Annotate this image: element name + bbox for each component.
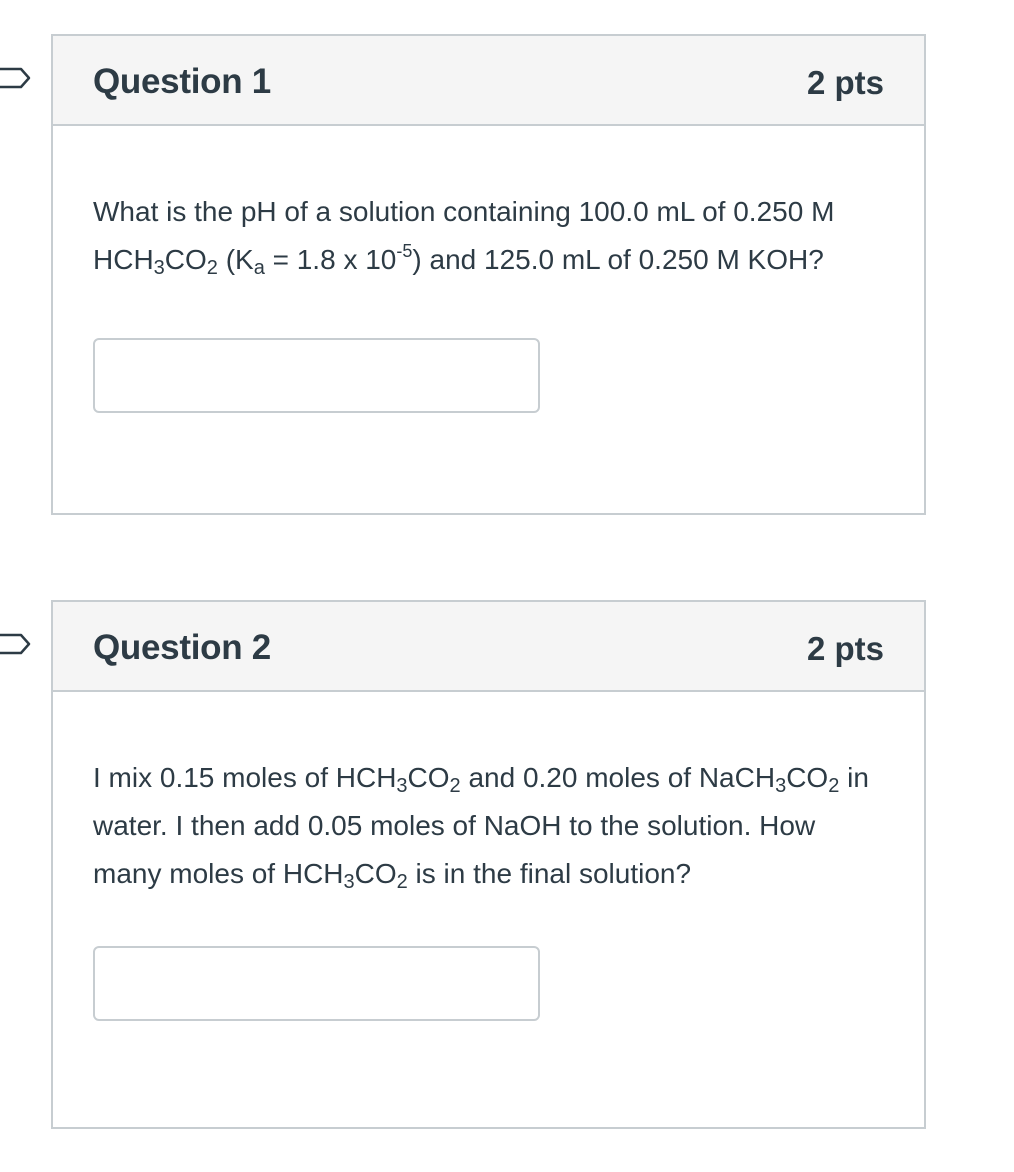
question-points: 2 pts	[806, 630, 884, 667]
flag-icon[interactable]	[0, 632, 31, 656]
question-title: Question 1	[93, 62, 271, 101]
question-title: Question 2	[93, 628, 271, 667]
question-card-2	[51, 600, 926, 1129]
question-header	[53, 36, 924, 126]
answer-input[interactable]	[93, 946, 540, 1021]
question-text: What is the pH of a solution containing 100.0 mL of 0.250 M $HCH_3CO_2$ ($K_a = 1.8$ x $10^{-5}$) and 125.0 mL of 0.250 M KOH?	[93, 196, 835, 279]
question-body	[53, 126, 924, 413]
answer-input[interactable]	[93, 338, 540, 413]
question-points: 2 pts	[806, 64, 884, 101]
question-body	[53, 692, 924, 1021]
question-text: I mix 0.15 moles of $HCH_3CO_2$ and 0.20 moles of $NaCH_3CO_2$ in water. I then add 0.05 moles of NaOH to the solution. How many moles of $HCH_3CO_2$ is in the final solution?	[93, 762, 869, 893]
question-card-1	[51, 34, 926, 515]
flag-icon[interactable]	[0, 66, 31, 90]
question-header	[53, 602, 924, 692]
